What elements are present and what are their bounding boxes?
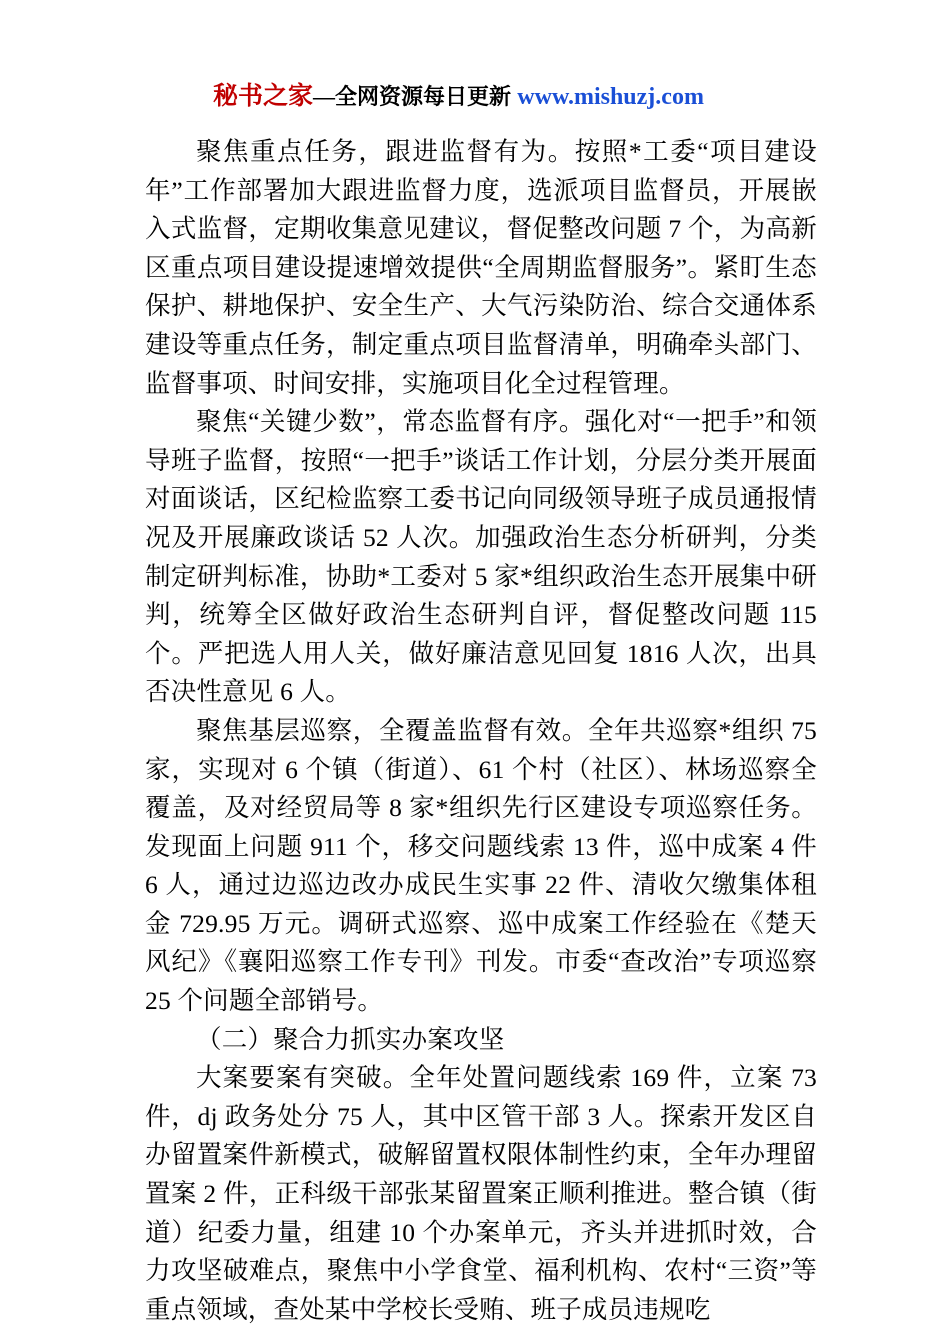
paragraph-3: 聚焦基层巡察，全覆盖监督有效。全年共巡察*组织 75 家，实现对 6 个镇（街道）、61 个村（社区）、林场巡察全覆盖，及对经贸局等 8 家*组织先行区建设专项巡察任务。发现面上问题 911 个，移交问题线索 13 件，巡中成案 4 件 6 人，通过边巡边改办成民生实事 22 件、清收欠缴集体租金 729.95 万元。调研式巡察、巡中成案工作经验在《楚天风纪》《襄阳巡察工作专刊》刊发。市委“查改治”专项巡察 25 个问题全部销号。 <box>145 715 817 1016</box>
section-heading: （二）聚合力抓实办案攻坚 <box>196 1024 505 1054</box>
site-url[interactable]: www.mishuzj.com <box>517 84 704 110</box>
paragraph-2: 聚焦“关键少数”，常态监督有序。强化对“一把手”和领导班子监督，按照“一把手”谈话工作计划，分层分类开展面对面谈话，区纪检监察工委书记向同级领导班子成员通报情况及开展廉政谈话 52 人次。加强政治生态分析研判，分类制定研判标准，协助*工委对 5 家*组织政治生态开展集中研判，统筹全区做好政治生态研判自评，督促整改问题 115 个。严把选人用人关，做好廉洁意见回复 1816 人次，出具否决性意见 6 人。 <box>145 407 817 707</box>
document-body <box>145 133 817 1329</box>
paragraph-4: 大案要案有突破。全年处置问题线索 169 件，立案 73 件，dj 政务处分 75 人，其中区管干部 3 人。探索开发区自办留置案件新模式，破解留置权限体制性约束，全年办理留置案 2 件，正科级干部张某留置案正顺利推进。整合镇（街道）纪委力量，组建 10 个办案单元，齐头并进抓时效，合力攻坚破难点，聚焦中小学食堂、福利机构、农村“三资”等重点领域，查处某中学校长受贿、班子成员违规吃 <box>145 1063 817 1324</box>
site-tagline: —全网资源每日更新 <box>313 84 512 109</box>
site-header <box>213 82 800 112</box>
site-brand: 秘书之家 <box>213 83 314 110</box>
paragraph-1: 聚焦重点任务，跟进监督有为。按照*工委“项目建设年”工作部署加大跟进监督力度，选派项目监督员，开展嵌入式监督，定期收集意见建议，督促整改问题 7 个，为高新区重点项目建设提速增效提供“全周期监督服务”。紧盯生态保护、耕地保护、安全生产、大气污染防治、综合交通体系建设等重点任务，制定重点项目监督清单，明确牵头部门、监督事项、时间安排，实施项目化全过程管理。 <box>145 137 817 398</box>
